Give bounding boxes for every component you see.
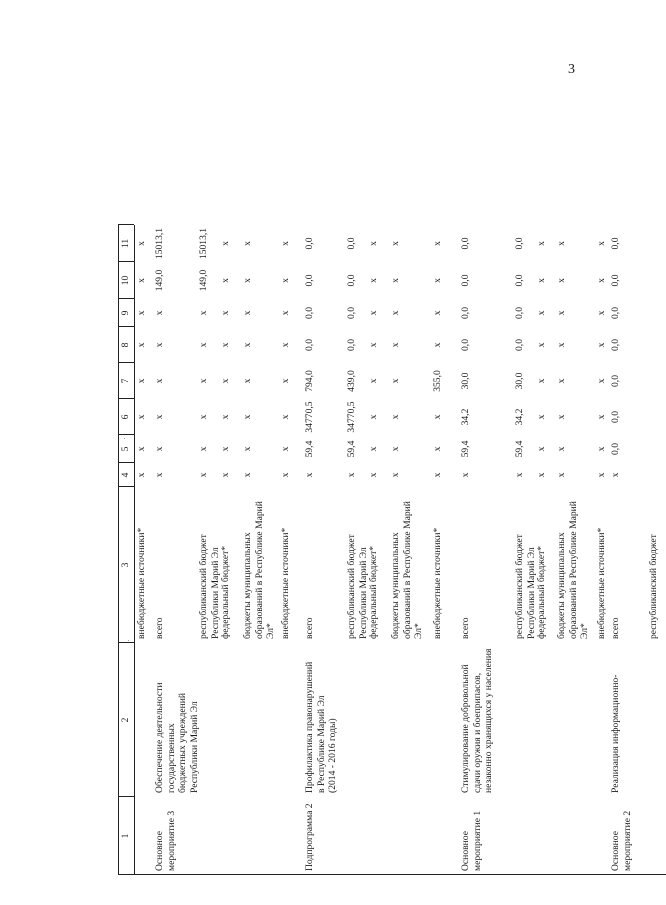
value-cell: 0,0 bbox=[514, 274, 525, 287]
value-cell: x bbox=[368, 241, 379, 246]
value-cell: x bbox=[390, 278, 401, 283]
value-cell: 0,0 bbox=[514, 237, 525, 250]
funding-source: республиканский бюджет Республики Марий Эл bbox=[198, 534, 221, 639]
value-cell: 0,0 bbox=[610, 274, 621, 287]
value-cell: x bbox=[596, 342, 607, 348]
value-cell: 59,4 bbox=[304, 440, 315, 458]
value-cell: 0,0 bbox=[346, 339, 357, 351]
column-header-7: 7 bbox=[120, 378, 131, 384]
value-cell: x bbox=[536, 414, 547, 420]
funding-source: всего bbox=[610, 617, 621, 639]
value-cell: x bbox=[198, 446, 209, 452]
value-cell: x bbox=[596, 472, 607, 478]
value-cell: x bbox=[280, 446, 291, 452]
value-cell: x bbox=[154, 342, 165, 348]
value-cell: x bbox=[198, 310, 209, 316]
value-cell: x bbox=[536, 241, 547, 246]
value-cell: x bbox=[198, 414, 209, 420]
funding-source: внебюджетные источники* bbox=[136, 527, 147, 639]
value-cell: x bbox=[556, 472, 567, 478]
value-cell: 15013,1 bbox=[154, 227, 165, 260]
value-cell: 0,0 bbox=[304, 237, 315, 250]
value-cell: 59,4 bbox=[514, 440, 525, 458]
column-header-6: 6 bbox=[120, 414, 131, 420]
value-cell: x bbox=[432, 414, 443, 420]
value-cell: 0,0 bbox=[346, 274, 357, 287]
value-cell: x bbox=[536, 310, 547, 316]
funding-source: внебюджетные источники* bbox=[280, 527, 291, 639]
value-cell: x bbox=[154, 414, 165, 420]
value-cell: x bbox=[154, 310, 165, 316]
scan-speck bbox=[124, 438, 125, 439]
value-cell: 15013,1 bbox=[198, 227, 209, 260]
value-cell: x bbox=[220, 378, 231, 384]
value-cell: x bbox=[242, 378, 253, 384]
column-divider-6 bbox=[118, 398, 134, 399]
value-cell: x bbox=[368, 310, 379, 316]
column-divider-3 bbox=[118, 486, 134, 487]
value-cell: x bbox=[280, 278, 291, 283]
value-cell: x bbox=[432, 278, 443, 283]
value-cell: x bbox=[220, 342, 231, 348]
value-cell: x bbox=[368, 446, 379, 452]
column-divider-9 bbox=[118, 298, 134, 299]
value-cell: x bbox=[280, 472, 291, 478]
value-cell: x bbox=[242, 414, 253, 420]
budget-table bbox=[118, 225, 666, 875]
value-cell: 0,0 bbox=[610, 411, 621, 423]
funding-source: всего bbox=[304, 617, 315, 639]
value-cell: x bbox=[556, 414, 567, 420]
value-cell: x bbox=[390, 414, 401, 420]
value-cell: x bbox=[536, 378, 547, 384]
value-cell: 0,0 bbox=[346, 237, 357, 250]
value-cell: x bbox=[136, 414, 147, 420]
column-header-4: 4 bbox=[120, 472, 131, 478]
value-cell: x bbox=[368, 472, 379, 478]
value-cell: x bbox=[154, 378, 165, 384]
value-cell: 0,0 bbox=[610, 339, 621, 351]
row-code: Основное мероприятие 3 bbox=[154, 810, 177, 871]
value-cell: x bbox=[220, 278, 231, 283]
value-cell: 0,0 bbox=[304, 307, 315, 319]
value-cell: x bbox=[136, 342, 147, 348]
value-cell: 0,0 bbox=[610, 307, 621, 319]
value-cell: x bbox=[346, 472, 357, 478]
scan-speck bbox=[128, 640, 129, 641]
value-cell: x bbox=[596, 278, 607, 283]
value-cell: x bbox=[280, 241, 291, 246]
header-bottom-border bbox=[134, 225, 135, 875]
row-code: Основное мероприятие 1 bbox=[460, 810, 483, 871]
value-cell: x bbox=[432, 310, 443, 316]
value-cell: 30,0 bbox=[514, 372, 525, 390]
value-cell: x bbox=[556, 310, 567, 316]
value-cell: x bbox=[220, 310, 231, 316]
value-cell: x bbox=[280, 378, 291, 384]
value-cell: x bbox=[596, 310, 607, 316]
value-cell: x bbox=[242, 278, 253, 283]
value-cell: 34770,5 bbox=[304, 401, 315, 433]
value-cell: 59,4 bbox=[460, 440, 471, 458]
value-cell: 59,4 bbox=[346, 440, 357, 458]
value-cell: x bbox=[536, 342, 547, 348]
value-cell: 34770,5 bbox=[346, 401, 357, 433]
value-cell: x bbox=[280, 342, 291, 348]
value-cell: 0,0 bbox=[610, 375, 621, 387]
value-cell: x bbox=[390, 342, 401, 348]
funding-source: республиканский бюджет bbox=[648, 534, 659, 639]
value-cell: x bbox=[556, 446, 567, 452]
value-cell: x bbox=[368, 414, 379, 420]
value-cell: 0,0 bbox=[460, 307, 471, 319]
column-header-5: 5 bbox=[120, 446, 131, 452]
funding-source: федеральный бюджет* bbox=[368, 545, 379, 639]
funding-source: всего bbox=[460, 617, 471, 639]
column-header-10: 10 bbox=[120, 275, 131, 286]
value-cell: x bbox=[432, 472, 443, 478]
funding-source: всего bbox=[154, 617, 165, 639]
row-title: Стимулирование добровольной сдачи оружия и боеприпасов, незаконно хранящихся у населения bbox=[460, 648, 494, 793]
column-divider-0 bbox=[118, 874, 134, 875]
value-cell: x bbox=[368, 342, 379, 348]
column-header-3: 3 bbox=[120, 562, 131, 568]
value-cell: 0,0 bbox=[514, 307, 525, 319]
value-cell: x bbox=[460, 472, 471, 478]
value-cell: x bbox=[242, 241, 253, 246]
funding-source: республиканский бюджет Республики Марий Эл bbox=[514, 534, 537, 639]
value-cell: x bbox=[390, 378, 401, 384]
value-cell: x bbox=[198, 342, 209, 348]
value-cell: x bbox=[220, 241, 231, 246]
value-cell: x bbox=[154, 472, 165, 478]
column-divider-10 bbox=[118, 261, 134, 262]
value-cell: x bbox=[556, 278, 567, 283]
value-cell: 0,0 bbox=[460, 237, 471, 250]
value-cell: x bbox=[432, 342, 443, 348]
value-cell: 0,0 bbox=[610, 237, 621, 250]
value-cell: x bbox=[514, 472, 525, 478]
value-cell: x bbox=[596, 378, 607, 384]
value-cell: 149,0 bbox=[154, 269, 165, 292]
value-cell: x bbox=[136, 446, 147, 452]
column-header-11: 11 bbox=[120, 238, 131, 249]
value-cell: x bbox=[432, 241, 443, 246]
value-cell: 439,0 bbox=[346, 370, 357, 392]
value-cell: x bbox=[242, 446, 253, 452]
value-cell: x bbox=[556, 378, 567, 384]
column-header-8: 8 bbox=[120, 342, 131, 348]
value-cell: 355,0 bbox=[432, 370, 443, 392]
row-title: Профилактика правонарушений в Республике Марий Эл (2014 - 2016 годы) bbox=[304, 661, 338, 793]
header-top-border bbox=[118, 225, 119, 875]
row-title: Реализация информационно- bbox=[610, 674, 621, 793]
column-divider-7 bbox=[118, 362, 134, 363]
row-code: Основное мероприятие 2 bbox=[610, 810, 633, 871]
value-cell: 0,0 bbox=[460, 339, 471, 351]
value-cell: x bbox=[154, 446, 165, 452]
value-cell: x bbox=[390, 241, 401, 246]
value-cell: x bbox=[390, 472, 401, 478]
value-cell: 0,0 bbox=[304, 274, 315, 287]
funding-source: внебюджетные источники* bbox=[432, 527, 443, 639]
value-cell: 794,0 bbox=[304, 370, 315, 392]
funding-source: федеральный бюджет* bbox=[536, 545, 547, 639]
value-cell: x bbox=[390, 310, 401, 316]
column-divider-8 bbox=[118, 326, 134, 327]
value-cell: x bbox=[610, 472, 621, 478]
value-cell: x bbox=[556, 241, 567, 246]
value-cell: 34,2 bbox=[460, 408, 471, 426]
value-cell: 0,0 bbox=[304, 339, 315, 351]
value-cell: x bbox=[556, 342, 567, 348]
value-cell: x bbox=[136, 472, 147, 478]
value-cell: 34,2 bbox=[514, 408, 525, 426]
value-cell: x bbox=[280, 310, 291, 316]
row-title: Обеспечение деятельности государственных бюджетных учреждений Республики Марий Эл bbox=[154, 682, 200, 793]
value-cell: x bbox=[220, 472, 231, 478]
value-cell: x bbox=[596, 414, 607, 420]
column-divider-2 bbox=[118, 642, 134, 643]
table-left-border bbox=[134, 874, 666, 875]
value-cell: x bbox=[432, 446, 443, 452]
value-cell: x bbox=[198, 472, 209, 478]
funding-source: бюджеты муниципальных образований в Республике Марий Эл* bbox=[242, 501, 276, 639]
funding-source: внебюджетные источники* bbox=[596, 527, 607, 639]
value-cell: x bbox=[242, 472, 253, 478]
value-cell: x bbox=[136, 278, 147, 283]
column-header-9: 9 bbox=[120, 310, 131, 316]
value-cell: 0,0 bbox=[460, 274, 471, 287]
value-cell: x bbox=[390, 446, 401, 452]
funding-source: федеральный бюджет* bbox=[220, 545, 231, 639]
value-cell: x bbox=[220, 446, 231, 452]
column-divider-1 bbox=[118, 796, 134, 797]
value-cell: x bbox=[368, 378, 379, 384]
value-cell: x bbox=[596, 241, 607, 246]
value-cell: x bbox=[368, 278, 379, 283]
column-header-2: 2 bbox=[120, 717, 131, 723]
value-cell: x bbox=[596, 446, 607, 452]
column-divider-4 bbox=[118, 462, 134, 463]
value-cell: x bbox=[136, 378, 147, 384]
value-cell: x bbox=[198, 378, 209, 384]
value-cell: x bbox=[136, 310, 147, 316]
value-cell: 0,0 bbox=[346, 307, 357, 319]
value-cell: x bbox=[536, 472, 547, 478]
value-cell: x bbox=[242, 342, 253, 348]
value-cell: 149,0 bbox=[198, 269, 209, 292]
funding-source: бюджеты муниципальных образований в Республике Марий Эл* bbox=[390, 501, 424, 639]
value-cell: 0,0 bbox=[514, 339, 525, 351]
row-code: Подпрограмма 2 bbox=[304, 803, 315, 871]
funding-source: республиканский бюджет Республики Марий Эл bbox=[346, 534, 369, 639]
value-cell: x bbox=[242, 310, 253, 316]
value-cell: x bbox=[280, 414, 291, 420]
column-divider-5 bbox=[118, 434, 134, 435]
value-cell: 0,0 bbox=[610, 443, 621, 455]
value-cell: x bbox=[304, 472, 315, 478]
value-cell: 30,0 bbox=[460, 372, 471, 390]
value-cell: x bbox=[136, 241, 147, 246]
value-cell: x bbox=[220, 414, 231, 420]
value-cell: x bbox=[536, 278, 547, 283]
page-number: 3 bbox=[568, 62, 575, 77]
funding-source: бюджеты муниципальных образований в Республике Марий Эл* bbox=[556, 501, 590, 639]
column-header-1: 1 bbox=[120, 833, 131, 839]
column-divider-11 bbox=[118, 224, 134, 225]
value-cell: x bbox=[536, 446, 547, 452]
